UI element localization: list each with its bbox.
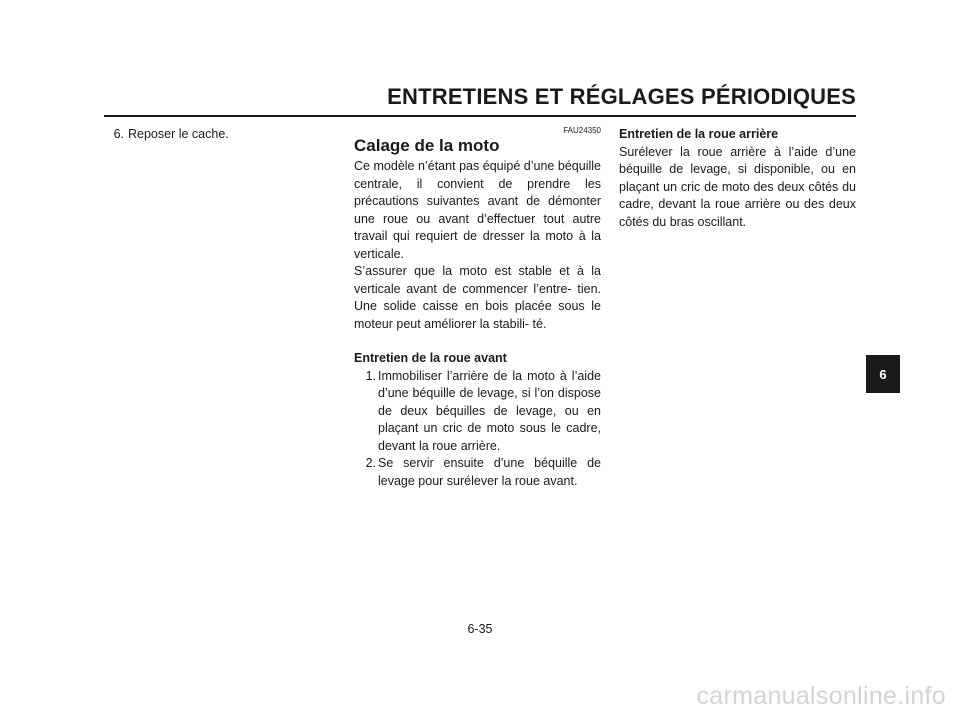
column-left bbox=[104, 126, 334, 144]
page-number: 6-35 bbox=[467, 622, 493, 636]
reference-code: FAU24350 bbox=[563, 126, 601, 135]
section-title: Calage de la moto bbox=[354, 136, 500, 155]
header-rule bbox=[104, 115, 856, 117]
column-middle bbox=[354, 126, 601, 490]
list-item bbox=[354, 455, 601, 490]
step-number: 2. bbox=[365, 456, 376, 470]
step-6 bbox=[104, 126, 334, 144]
step-text: Immobiliser l’arrière de la moto à l’aide d’une béquille de levage, si l’on dispose de deux béquilles de levage, ou en plaçant un cric de moto sous le cadre, devant la roue arrière. bbox=[378, 368, 601, 453]
step-number: 1. bbox=[365, 368, 376, 383]
front-wheel-subhead: Entretien de la roue avant bbox=[354, 351, 507, 365]
chapter-tab: 6 bbox=[866, 355, 900, 393]
column-right bbox=[619, 126, 856, 231]
rear-wheel-paragraph: Surélever la roue arrière à l’aide d’une béquille de levage, si disponible, ou en plaçant un cric de moto des deux côtés du cadre, devant la roue arrière ou des deux côtés du bras oscillant. bbox=[619, 144, 856, 229]
step-text: Se servir ensuite d’une béquille de levage pour surélever la roue avant. bbox=[378, 456, 601, 488]
stability-paragraph: S’assurer que la moto est stable et à la verticale avant de commencer l’entre- tien. Une solide caisse en bois placée sous le moteur peut améliorer la stabili- té. bbox=[354, 264, 601, 331]
page-header-title: ENTRETIENS ET RÉGLAGES PÉRIODIQUES bbox=[387, 84, 856, 109]
rear-wheel-subhead: Entretien de la roue arrière bbox=[619, 127, 779, 141]
front-wheel-steps bbox=[354, 368, 601, 491]
step-number: 6. bbox=[113, 127, 124, 141]
watermark: carmanualsonline.info bbox=[696, 682, 946, 710]
spacer bbox=[354, 333, 601, 350]
step-text: Reposer le cache. bbox=[128, 127, 229, 141]
list-item bbox=[354, 368, 601, 456]
intro-paragraph: Ce modèle n’étant pas équipé d’une béquille centrale, il convient de prendre les précautions suivantes avant de démonter une roue ou avant d’effectuer tout autre travail qui requiert de dresser la moto à la verticale. bbox=[354, 159, 601, 261]
